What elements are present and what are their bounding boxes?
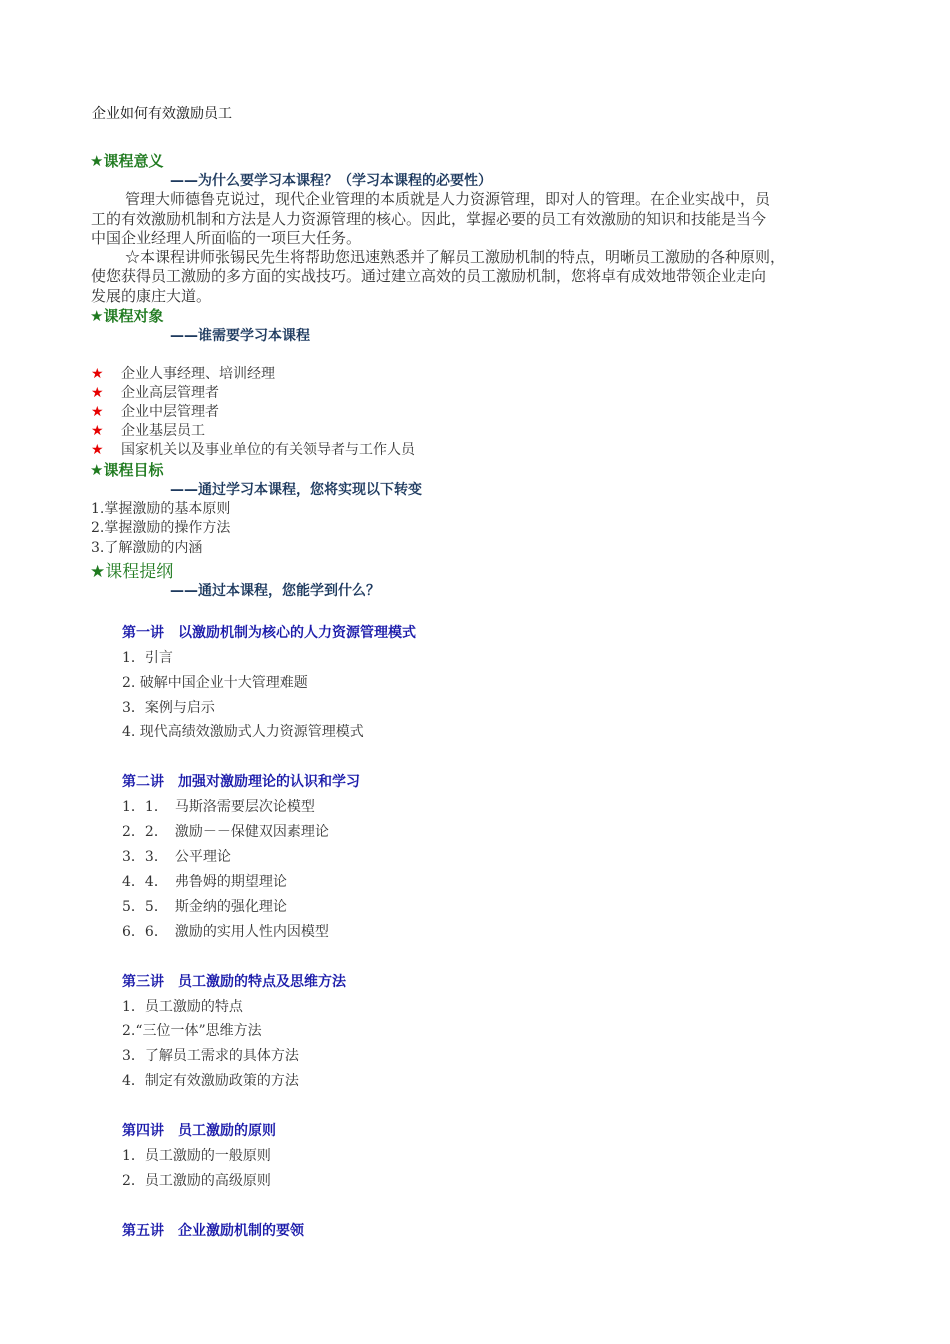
- document-title: 企业如何有效激励员工: [92, 106, 232, 122]
- goal-item: 2.掌握激励的操作方法: [91, 520, 231, 536]
- red-star-icon: ★: [91, 442, 104, 458]
- outline-item: 2. 破解中国企业十大管理难题: [122, 675, 308, 691]
- audience-item-label: 企业中层管理者: [121, 404, 219, 420]
- section-subheading-outline: ——通过本课程，您能学到什么？: [170, 583, 380, 599]
- section-heading-goals: ★课程目标: [90, 461, 164, 479]
- paragraph-line: 中国企业经理人所面临的一项巨大任务。: [91, 229, 362, 247]
- section-subheading-meaning: ——为什么要学习本课程？（学习本课程的必要性）: [170, 173, 492, 189]
- outline-item: 3．了解员工需求的具体方法: [122, 1048, 299, 1064]
- red-star-icon: ★: [91, 385, 104, 401]
- outline-item: 1．引言: [122, 650, 173, 666]
- outline-item: 4．制定有效激励政策的方法: [122, 1073, 299, 1089]
- outline-item: 2．员工激励的高级原则: [122, 1173, 271, 1189]
- paragraph-line: ☆本课程讲师张锡民先生将帮助您迅速熟悉并了解员工激励机制的特点，明晰员工激励的各种原则，: [125, 248, 786, 266]
- audience-item-label: 企业基层员工: [121, 423, 205, 439]
- audience-item: [91, 439, 415, 459]
- paragraph-line: 发展的康庄大道。: [91, 287, 212, 305]
- outline-item: 1．1． 马斯洛需要层次论模型: [122, 799, 315, 815]
- lecture-title: 第二讲 加强对激励理论的认识和学习: [122, 774, 360, 790]
- outline-item: 6．6． 激励的实用人性内因模型: [122, 924, 329, 940]
- paragraph-line: 使您获得员工激励的多方面的实战技巧。通过建立高效的员工激励机制，您将卓有成效地带领企业走向: [91, 267, 767, 285]
- audience-item-label: 国家机关以及事业单位的有关领导者与工作人员: [121, 442, 415, 458]
- section-subheading-goals: ——通过学习本课程，您将实现以下转变: [170, 482, 422, 498]
- section-heading-outline: ★课程提纲: [90, 562, 174, 582]
- outline-item: 4．4． 弗鲁姆的期望理论: [122, 874, 287, 890]
- audience-item: [91, 420, 205, 440]
- outline-item: 2．2． 激励－－保健双因素理论: [122, 824, 329, 840]
- lecture-title: 第四讲 员工激励的原则: [122, 1123, 276, 1139]
- goal-item: 1.掌握激励的基本原则: [91, 501, 231, 517]
- audience-item-label: 企业高层管理者: [121, 385, 219, 401]
- audience-item: [91, 401, 219, 421]
- section-subheading-audience: ——谁需要学习本课程: [170, 328, 310, 344]
- lecture-title: 第五讲 企业激励机制的要领: [122, 1223, 304, 1239]
- outline-item: 4. 现代高绩效激励式人力资源管理模式: [122, 724, 364, 740]
- outline-item: 1．员工激励的一般原则: [122, 1148, 271, 1164]
- outline-item: 1．员工激励的特点: [122, 999, 243, 1015]
- paragraph-line: 工的有效激励机制和方法是人力资源管理的核心。因此，掌握必要的员工有效激励的知识和技能是当今: [91, 210, 767, 228]
- section-heading-meaning: ★课程意义: [90, 152, 164, 170]
- lecture-title: 第一讲 以激励机制为核心的人力资源管理模式: [122, 625, 416, 641]
- paragraph-line: 管理大师德鲁克说过，现代企业管理的本质就是人力资源管理，即对人的管理。在企业实战中，员: [125, 190, 771, 208]
- red-star-icon: ★: [91, 423, 104, 439]
- red-star-icon: ★: [91, 404, 104, 420]
- outline-item: 5．5． 斯金纳的强化理论: [122, 899, 287, 915]
- audience-item: [91, 382, 219, 402]
- red-star-icon: ★: [91, 366, 104, 382]
- goal-item: 3.了解激励的内涵: [91, 540, 203, 556]
- outline-item: 3．3． 公平理论: [122, 849, 231, 865]
- outline-item: 3．案例与启示: [122, 700, 215, 716]
- audience-item: [91, 363, 275, 383]
- section-heading-audience: ★课程对象: [90, 307, 164, 325]
- audience-item-label: 企业人事经理、培训经理: [121, 366, 275, 382]
- lecture-title: 第三讲 员工激励的特点及思维方法: [122, 974, 346, 990]
- outline-item: 2.“三位一体”思维方法: [122, 1023, 262, 1039]
